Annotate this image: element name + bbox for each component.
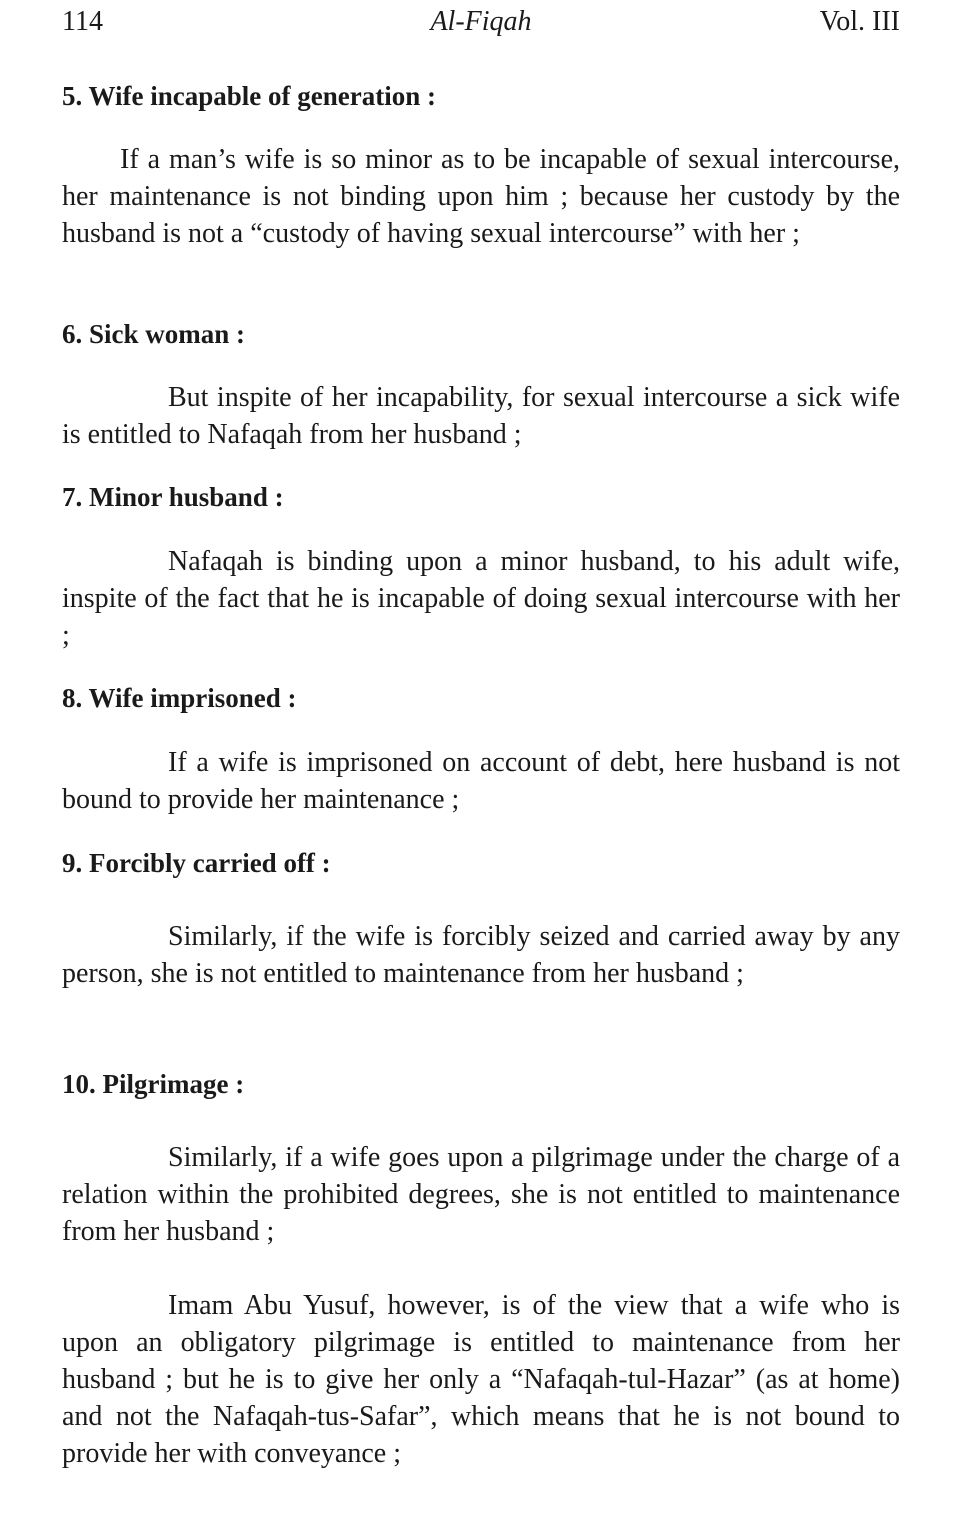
section-heading-sick-woman: 6. Sick woman : — [62, 319, 246, 349]
section-heading-forcibly-carried-off: 9. Forcibly carried off : — [62, 848, 331, 878]
paragraph-wife-imprisoned: If a wife is imprisoned on account of debt, here husband is not bound to provide her maintenance ; — [62, 747, 900, 815]
paragraph-pilgrimage: Similarly, if a wife goes upon a pilgrimage under the charge of a relation within the prohibited degrees, she is not entitled to maintenance from her husband ; — [62, 1142, 900, 1247]
book-page — [62, 0, 900, 1469]
section-heading-wife-imprisoned: 8. Wife imprisoned : — [62, 683, 297, 713]
page-number: 114 — [62, 6, 103, 37]
book-title: Al-Fiqah — [430, 6, 532, 37]
section-heading-wife-incapable: 5. Wife incapable of generation : — [62, 81, 436, 111]
volume-label: Vol. III — [819, 6, 900, 37]
paragraph-forcibly-carried-off: Similarly, if the wife is forcibly seized and carried away by any person, she is not entitled to maintenance from her husband ; — [62, 921, 900, 989]
paragraph-wife-incapable: If a man’s wife is so minor as to be incapable of sexual intercourse, her maintenance is not binding upon him ; because her custody by the husband is not a “custody of having sexual intercourse” with her ; — [62, 144, 900, 249]
paragraph-minor-husband: Nafaqah is binding upon a minor husband, to his adult wife, inspite of the fact that he is incapable of doing sexual intercourse with her ; — [62, 546, 900, 651]
paragraph-sick-woman: But inspite of her incapability, for sexual intercourse a sick wife is entitled to Nafaqah from her husband ; — [62, 382, 900, 450]
section-heading-pilgrimage: 10. Pilgrimage : — [62, 1069, 245, 1099]
paragraph-abu-yusuf-view: Imam Abu Yusuf, however, is of the view that a wife who is upon an obligatory pilgrimage is entitled to maintenance from her husband ; but he is to give her only a “Nafaqah-tul-Hazar” (as at home) and not the Nafaqah-tus-Safar”, which means that he is not bound to provide her with conveyance ; — [62, 1290, 900, 1469]
section-heading-minor-husband: 7. Minor husband : — [62, 482, 284, 512]
running-header — [62, 6, 900, 46]
